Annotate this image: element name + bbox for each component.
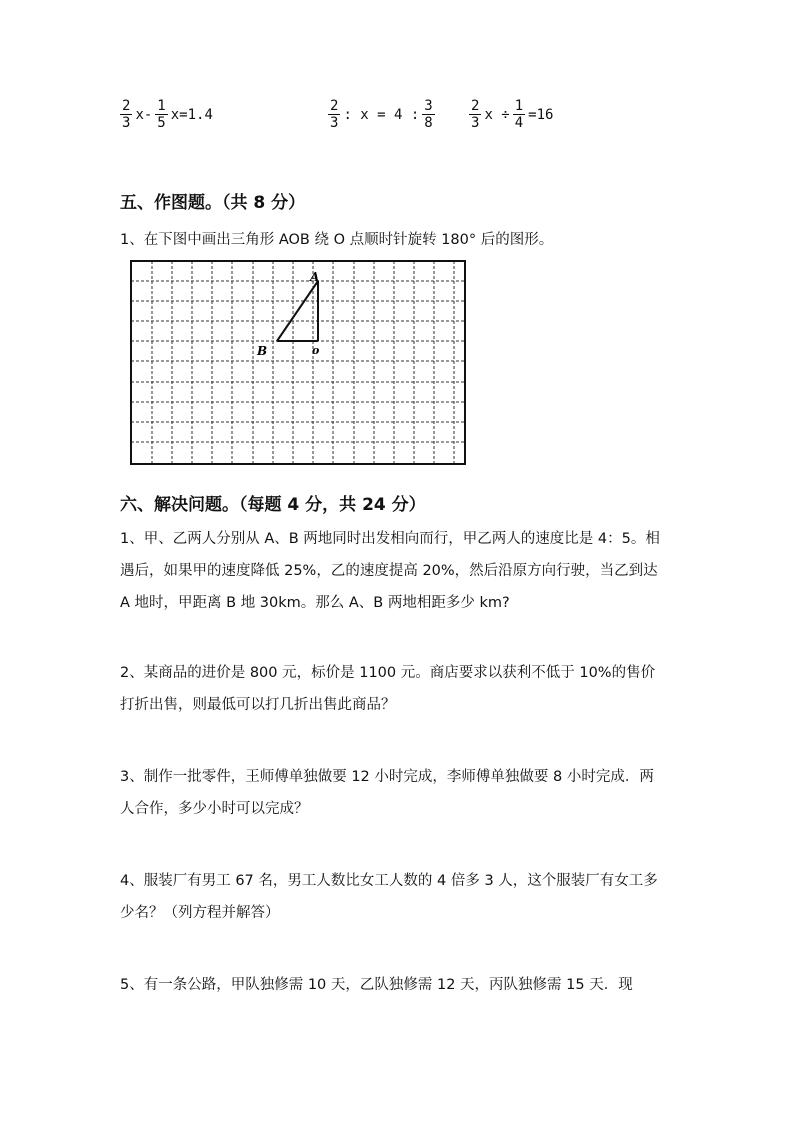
fraction: $\frac{2}{3}$ [122,98,131,131]
fraction: $\frac{1}{5}$ [157,98,166,131]
equation-3: $\frac{2}{3}$ x ÷ $\frac{1}{4}$ =16 [471,98,554,131]
label-b: B [257,344,268,358]
equation-2: $\frac{2}{3}$ : x = 4 : $\frac{3}{8}$ [330,98,433,131]
question-1: 1、甲、乙两人分别从 A、B 两地同时出发相向而行，甲乙两人的速度比是 4：5。相遇后，如果甲的速度降低 25%，乙的速度提高 20%，然后沿原方向行驶，当乙到达 A 地时，甲距离 B 地 30km。那么 A、B 两地相距多少 km? [120,531,660,611]
section-5-heading: 五、作图题。（共 8 分） [120,193,306,213]
label-a: A [310,270,320,284]
grid-lines [131,261,465,464]
fraction: $\frac{1}{4}$ [514,98,524,131]
question-2: 2、某商品的进价是 800 元，标价是 1100 元。商店要求以获利不低于 10%的售价打折出售，则最低可以打几折出售此商品？ [120,665,656,713]
grid-border [131,261,465,464]
fraction: $\frac{3}{8}$ [424,98,433,131]
section-5-question-1: 1、在下图中画出三角形 AOB 绕 O 点顺时针旋转 180° 后的图形。 [120,232,554,248]
section-6-heading: 六、解决问题。（每题 4 分，共 24 分） [120,495,426,515]
fraction: $\frac{2}{3}$ [330,98,339,131]
equation-1: $\frac{2}{3}$ x- $\frac{1}{5}$ x=1.4 [122,98,213,131]
triangle-aob [277,281,318,341]
question-3: 3、制作一批零件，王师傅单独做要 12 小时完成，李师傅单独做要 8 小时完成．两人合作，多少小时可以完成？ [120,769,654,817]
question-5: 5、有一条公路，甲队独修需 10 天，乙队独修需 12 天，丙队独修需 15 天．现 [120,977,633,993]
grid-figure [129,259,467,466]
fraction: $\frac{2}{3}$ [471,98,480,131]
label-o: o [312,344,320,357]
question-4: 4、服装厂有男工 67 名，男工人数比女工人数的 4 倍多 3 人，这个服装厂有女工多少名？（列方程并解答） [120,873,658,921]
